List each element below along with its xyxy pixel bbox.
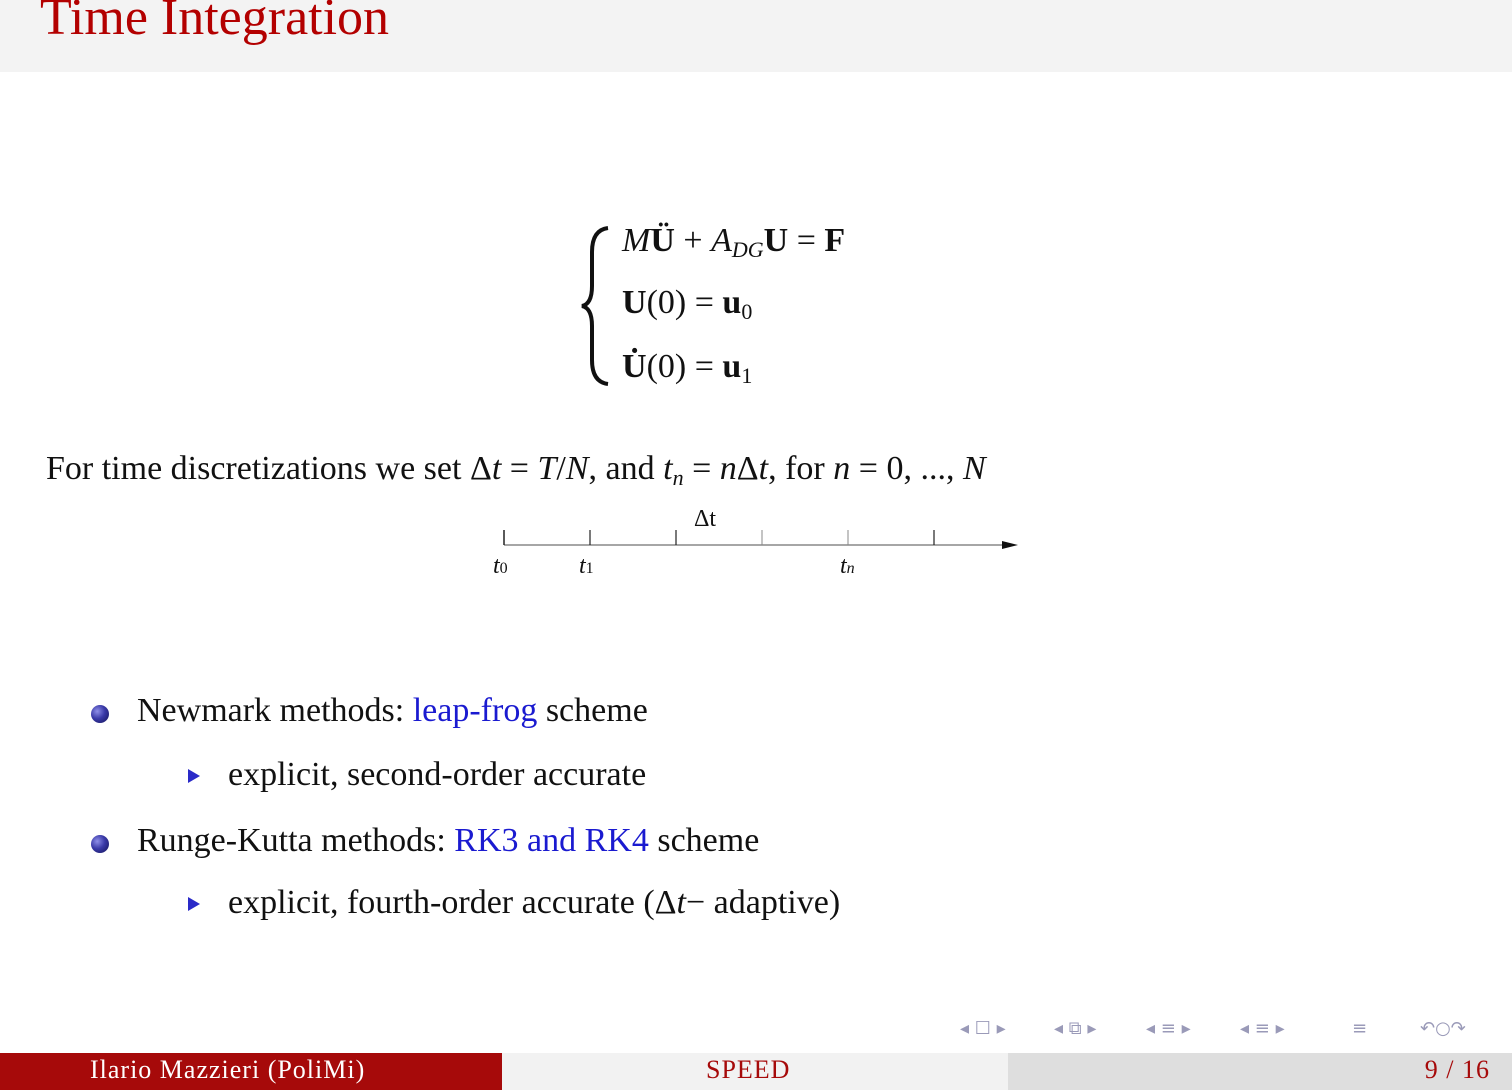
bullet-runge-kutta: Runge-Kutta methods: RK3 and RK4 scheme — [137, 822, 760, 859]
arrow-head-icon — [1002, 541, 1018, 549]
equation-line-3: U̇(0) = $u_1$ — [622, 348, 753, 388]
sub-bullet-runge-kutta: explicit, fourth-order accurate (Δt− adaptive) — [228, 884, 841, 921]
nav-doc-controls[interactable] — [1240, 1018, 1285, 1039]
footer-short-title: SPEED — [706, 1055, 791, 1084]
nav-frame-icon: ☐ — [969, 1018, 997, 1039]
sub-bullet-newmark: explicit, second-order accurate — [228, 756, 647, 793]
sub-bullet-triangle-icon — [188, 769, 200, 783]
leap-frog-link[interactable]: leap-frog — [412, 692, 538, 729]
discretization-sentence: For time discretizations we set Δt = T/N, and $t_n = n\Delta t$, for n = 0, ..., N — [46, 450, 986, 490]
timeline-label-tn: tn — [840, 553, 855, 579]
bullet-dot-icon — [91, 705, 109, 723]
nav-section-icon: ≡ — [1155, 1018, 1182, 1039]
nav-subsection-controls[interactable] — [1054, 1018, 1096, 1039]
timeline-label-t1: t1 — [579, 553, 594, 579]
timeline-delta-label: Δt — [694, 506, 717, 532]
nav-left-arrow-icon: ◂ — [1054, 1018, 1064, 1039]
sub-bullet-triangle-icon — [188, 897, 200, 911]
nav-left-arrow-icon: ◂ — [960, 1018, 970, 1039]
rk3-rk4-link[interactable]: RK3 and RK4 — [454, 822, 649, 859]
footer-title-bar — [502, 1053, 1008, 1090]
nav-doc-icon: ≡ — [1249, 1018, 1276, 1039]
nav-right-arrow-icon: ▸ — [1275, 1018, 1285, 1039]
equation-line-2: $U(0) = u_0$ — [622, 284, 753, 324]
nav-right-arrow-icon: ▸ — [1181, 1018, 1191, 1039]
footer-page-number: 9 / 16 — [1424, 1055, 1490, 1084]
timeline-label-t0: t0 — [493, 553, 508, 579]
footer-page-bar — [1008, 1053, 1512, 1090]
nav-search-icon[interactable]: ↶○↷ — [1420, 1018, 1466, 1039]
bullet-dot-icon — [91, 835, 109, 853]
footer-author: Ilario Mazzieri (PoliMi) — [90, 1055, 366, 1084]
nav-right-arrow-icon: ▸ — [996, 1018, 1006, 1039]
nav-appendix-icon[interactable]: ≡ — [1352, 1018, 1368, 1039]
nav-subsection-icon: ⧉ — [1063, 1018, 1088, 1039]
nav-frame-controls[interactable] — [960, 1018, 1006, 1039]
slide-title: Time Integration — [40, 0, 390, 46]
nav-left-arrow-icon: ◂ — [1240, 1018, 1250, 1039]
footer-author-bar — [0, 1053, 502, 1090]
left-brace-icon — [578, 224, 614, 388]
timeline-diagram — [490, 500, 1030, 592]
equation-line-1: MÜ + $A_{DG}U = F$ — [622, 222, 846, 262]
nav-right-arrow-icon: ▸ — [1087, 1018, 1097, 1039]
nav-left-arrow-icon: ◂ — [1146, 1018, 1156, 1039]
bullet-newmark: Newmark methods: leap-frog scheme — [137, 692, 648, 729]
nav-section-controls[interactable] — [1146, 1018, 1191, 1039]
